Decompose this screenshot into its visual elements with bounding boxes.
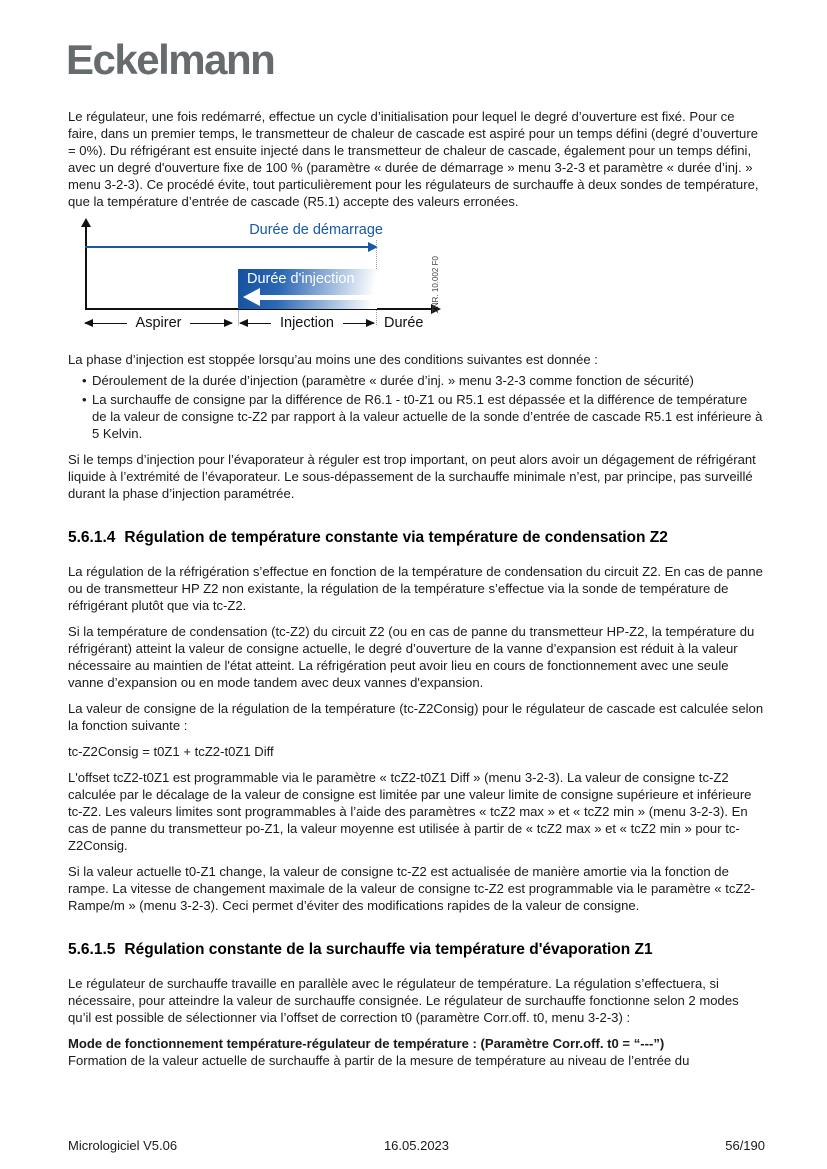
arrowhead-right-icon — [224, 319, 233, 327]
list-item: • La surchauffe de consigne par la différence de R6.1 - t0-Z1 ou R5.1 est dépassée et la différence de température de la valeur de consigne tc-Z2 par rapport à la valeur actuelle de la sonde d’entrée de cascade R5.1 est inférieure à 5 Kelvin. — [82, 391, 765, 442]
injection-risk-paragraph: Si le temps d’injection pour l’évaporateur à réguler est trop important, on peut alors avoir un dégagement de réfrigérant liquide à l’extrémité de l’évaporateur. Le sous-dépassement de la surchauffe minimale n’est, par principe, pas surveillé durant la phase d’injection paramétrée. — [68, 452, 756, 501]
list-item: • Déroulement de la durée d’injection (paramètre « durée d’inj. » menu 3-2-3 comme fonction de sécurité) — [82, 372, 765, 389]
y-axis-arrowhead-icon — [81, 218, 91, 227]
stop-conditions-intro: La phase d’injection est stoppée lorsqu’au moins une des conditions suivantes est donnée : — [68, 352, 598, 367]
section-title: Régulation de température constante via température de condensation Z2 — [124, 529, 668, 546]
section-heading-5615 — [68, 940, 765, 960]
injection-duration-box — [238, 269, 377, 309]
injection-axis-label: Injection — [271, 315, 343, 332]
arrowhead-left-icon — [84, 319, 93, 327]
section-number: 5.6.1.5 — [68, 941, 116, 958]
aspirer-range-arrow — [85, 315, 232, 332]
aspirer-label: Aspirer — [127, 315, 191, 332]
body-paragraph: La valeur de consigne de la régulation de la température (tc-Z2Consig) pour le régulateur de cascade est calculée selon la fonction suivante : — [68, 701, 764, 733]
mode-paragraph — [68, 1035, 765, 1069]
mode-continuation-text: Formation de la valeur actuelle de surchauffe à partir de la mesure de température au niveau de l’entrée du — [68, 1053, 690, 1068]
body-paragraph: La régulation de la réfrigération s’effectue en fonction de la température de condensation du circuit Z2. En cas de panne ou de transmetteur HP Z2 non existante, la régulation de la température s’effectue via la sonde de température de réfrigérant plutôt que via tc-Z2. — [68, 564, 763, 613]
stop-conditions-list — [68, 372, 765, 442]
section-heading-5614 — [68, 528, 765, 548]
timing-diagram — [78, 219, 458, 341]
duree-axis-label: Durée — [384, 315, 424, 331]
body-paragraph: Le régulateur de surchauffe travaille en parallèle avec le régulateur de température. La régulation s’effectuera, si nécessaire, pour atteindre la valeur de surchauffe consignée. Le régulateur de surchauffe fonctionne selon 2 modes qu’il est possible de sélectionner via l’offset de correction t0 (paramètre Corr.off. t0, menu 3-2-3) : — [68, 976, 739, 1025]
arrowhead-right-icon — [366, 319, 375, 327]
body-paragraph: L'offset tcZ2-t0Z1 est programmable via le paramètre « tcZ2-t0Z1 Diff » (menu 3-2-3). La valeur de consigne tc-Z2 calculée par le décalage de la valeur de consigne est limitée par une valeur limite de consigne supérieure et inférieure tc-Z2. Les valeurs limites sont programmables à l’aide des paramètres « tcZ2 max » et « tcZ2 min » (menu 3-2-3). En cas de panne du transmetteur po-Z1, la valeur moyenne est utilisée à partir de « tcZ2 max » et « tcZ2 min » pour tc-Z2Consig. — [68, 770, 752, 853]
y-axis-line — [85, 225, 87, 310]
page-content — [68, 108, 765, 1078]
arrowhead-left-icon — [239, 319, 248, 327]
startup-duration-arrow — [85, 246, 369, 248]
formula-line: tc-Z2Consig = t0Z1 + tcZ2-t0Z1 Diff — [68, 744, 274, 759]
footer-date: 16.05.2023 — [383, 1138, 450, 1153]
injection-range-arrow — [240, 315, 374, 332]
eckelmann-logo: Eckelmann — [66, 36, 275, 83]
body-paragraph: Si la valeur actuelle t0-Z1 change, la valeur de consigne tc-Z2 est actualisée de manière amortie via la fonction de rampe. La vitesse de changement maximale de la valeur de consigne tc-Z2 est programmable via le paramètre « tcZ2-Rampe/m » (menu 3-2-3). Ceci permet d’éviter des modifications rapides de la valeur de consigne. — [68, 864, 756, 913]
intro-paragraph: Le régulateur, une fois redémarré, effectue un cycle d’initialisation pour lequel le degré d’ouverture est fixé. Pour ce faire, dans un premier temps, le transmetteur de chaleur de cascade est aspiré pour un temps défini (degré d’ouverture = 0%). Du réfrigérant est ensuite injecté dans le transmetteur de chaleur de cascade, également pour un temps défini, avec un degré d'ouverture fixe de 100 % (paramètre « durée de démarrage » menu 3-2-3 et paramètre « durée d’inj. » menu 3-2-3). Ce procédé évite, tout particulièrement pour les régulateurs de surchauffe à deux sondes de température, que la température d’entrée de cascade (R5.1) accepte des valeurs erronées. — [68, 109, 759, 209]
footer-page-number: 56/190 — [725, 1138, 765, 1153]
startup-duration-label: Durée de démarrage — [249, 222, 383, 238]
section-number: 5.6.1.4 — [68, 529, 116, 546]
body-paragraph: Si la température de condensation (tc-Z2) du circuit Z2 (ou en cas de panne du transmetteur HP-Z2, la température du réfrigérant) atteint la valeur de consigne actuelle, le degré d’ouverture de la vanne d’expansion est réduit à la valeur nécessaire au maintien de l'état atteint. La réfrigération peut avoir lieu en cours de fonctionnement avec une seule vanne d’expansion ou en mode tandem avec deux vannes d'expansion. — [68, 624, 755, 690]
figure-reference-caption: ZNR. 10.002 F0 — [431, 256, 440, 313]
mode-heading-bold: Mode de fonctionnement température-régulateur de température : (Paramètre Corr.off. t0 = “---”) — [68, 1036, 665, 1051]
section-title: Régulation constante de la surchauffe via température d'évaporation Z1 — [124, 941, 653, 958]
footer-firmware-version: Micrologiciel V5.06 — [68, 1138, 178, 1153]
injection-arrowhead-left-icon — [243, 288, 260, 306]
injection-duration-label: Durée d'injection — [247, 271, 355, 287]
injection-arrow-shaft — [259, 295, 375, 300]
